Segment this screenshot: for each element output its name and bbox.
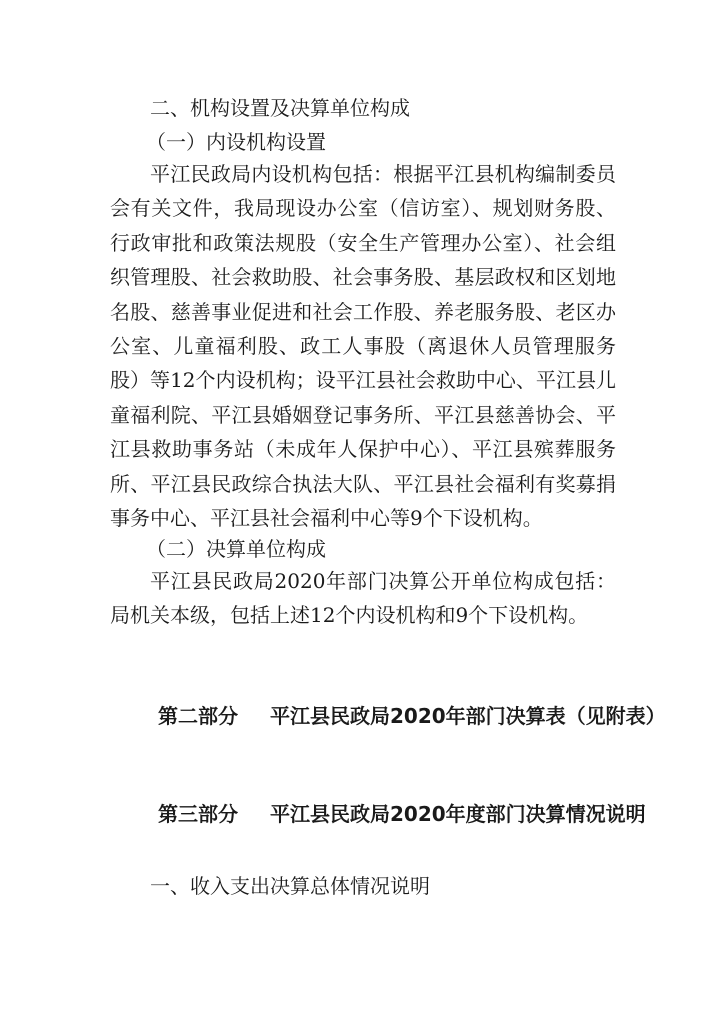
part-three-label: 第三部分 — [158, 802, 238, 826]
part-two-heading — [158, 702, 666, 730]
part-three-title: 平江县民政局2020年度部门决算情况说明 — [270, 802, 646, 826]
paragraph-budget-units: 平江县民政局2020年部门决算公开单位构成包括：局机关本级，包括上述12个内设机构和9个下设机构。 — [110, 569, 616, 628]
subsection-heading-internal: （一）内设机构设置 — [146, 130, 326, 154]
part-three-heading — [158, 800, 646, 828]
part-two-title: 平江县民政局2020年部门决算表（见附表） — [270, 704, 666, 728]
subsection-heading-units: （二）决算单位构成 — [146, 537, 326, 561]
section-heading-income-expense: 一、收入支出决算总体情况说明 — [150, 874, 430, 898]
part-two-label: 第二部分 — [158, 704, 238, 728]
section-heading-institutions: 二、机构设置及决算单位构成 — [150, 96, 410, 120]
paragraph-internal-institutions: 平江民政局内设机构包括：根据平江县机构编制委员会有关文件，我局现设办公室（信访室）、规划财务股、行政审批和政策法规股（安全生产管理办公室）、社会组织管理股、社会救助股、社会事务股、基层政权和区划地名股、慈善事业促进和社会工作股、养老服务股、老区办公室、儿童福利股、政工人事股（离退休人员管理服务股）等12个内设机构；设平江县社会救助中心、平江县儿童福利院、平江县婚姻登记事务所、平江县慈善协会、平江县救助事务站（未成年人保护中心）、平江县殡葬服务所、平江县民政综合执法大队、平江县社会福利有奖募捐事务中心、平江县社会福利中心等9个下设机构。 — [110, 162, 616, 531]
